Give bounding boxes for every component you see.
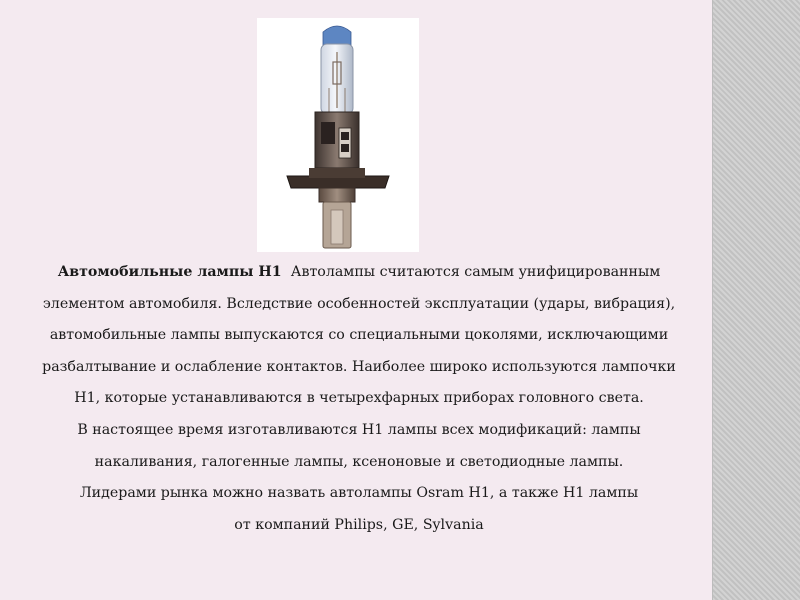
text-line-2: элементом автомобиля. Вследствие особенностей эксплуатации (удары, вибрация), bbox=[42, 295, 676, 312]
text-line-7: накаливания, галогенные лампы, ксеноновые и светодиодные лампы. bbox=[94, 453, 624, 470]
text-line-4: разбалтывание и ослабление контактов. Наиболее широко используются лампочки bbox=[42, 358, 676, 375]
text-line-6: В настоящее время изготавливаются H1 лампы всех модификаций: лампы bbox=[77, 421, 641, 438]
text-line-1-body: Автолампы считаются самым унифицированным bbox=[290, 264, 661, 280]
text-line-9: от компаний Philips, GE, Sylvania bbox=[234, 516, 484, 533]
text-line-8: Лидерами рынка можно назвать автолампы Osram H1, а также H1 лампы bbox=[79, 485, 639, 502]
text-line-3: автомобильные лампы выпускаются со специальными цоколями, исключающими bbox=[49, 327, 669, 344]
h1-bulb-image bbox=[257, 18, 419, 252]
decorative-side-panel bbox=[712, 0, 800, 600]
text-line-5: H1, которые устанавливаются в четырехфарных приборах головного света. bbox=[74, 390, 644, 407]
text-line-1 bbox=[26, 257, 692, 289]
h1-bulb-illustration bbox=[257, 18, 419, 252]
lead-heading: Автомобильные лампы H1 bbox=[57, 264, 282, 280]
description-text bbox=[26, 257, 692, 541]
